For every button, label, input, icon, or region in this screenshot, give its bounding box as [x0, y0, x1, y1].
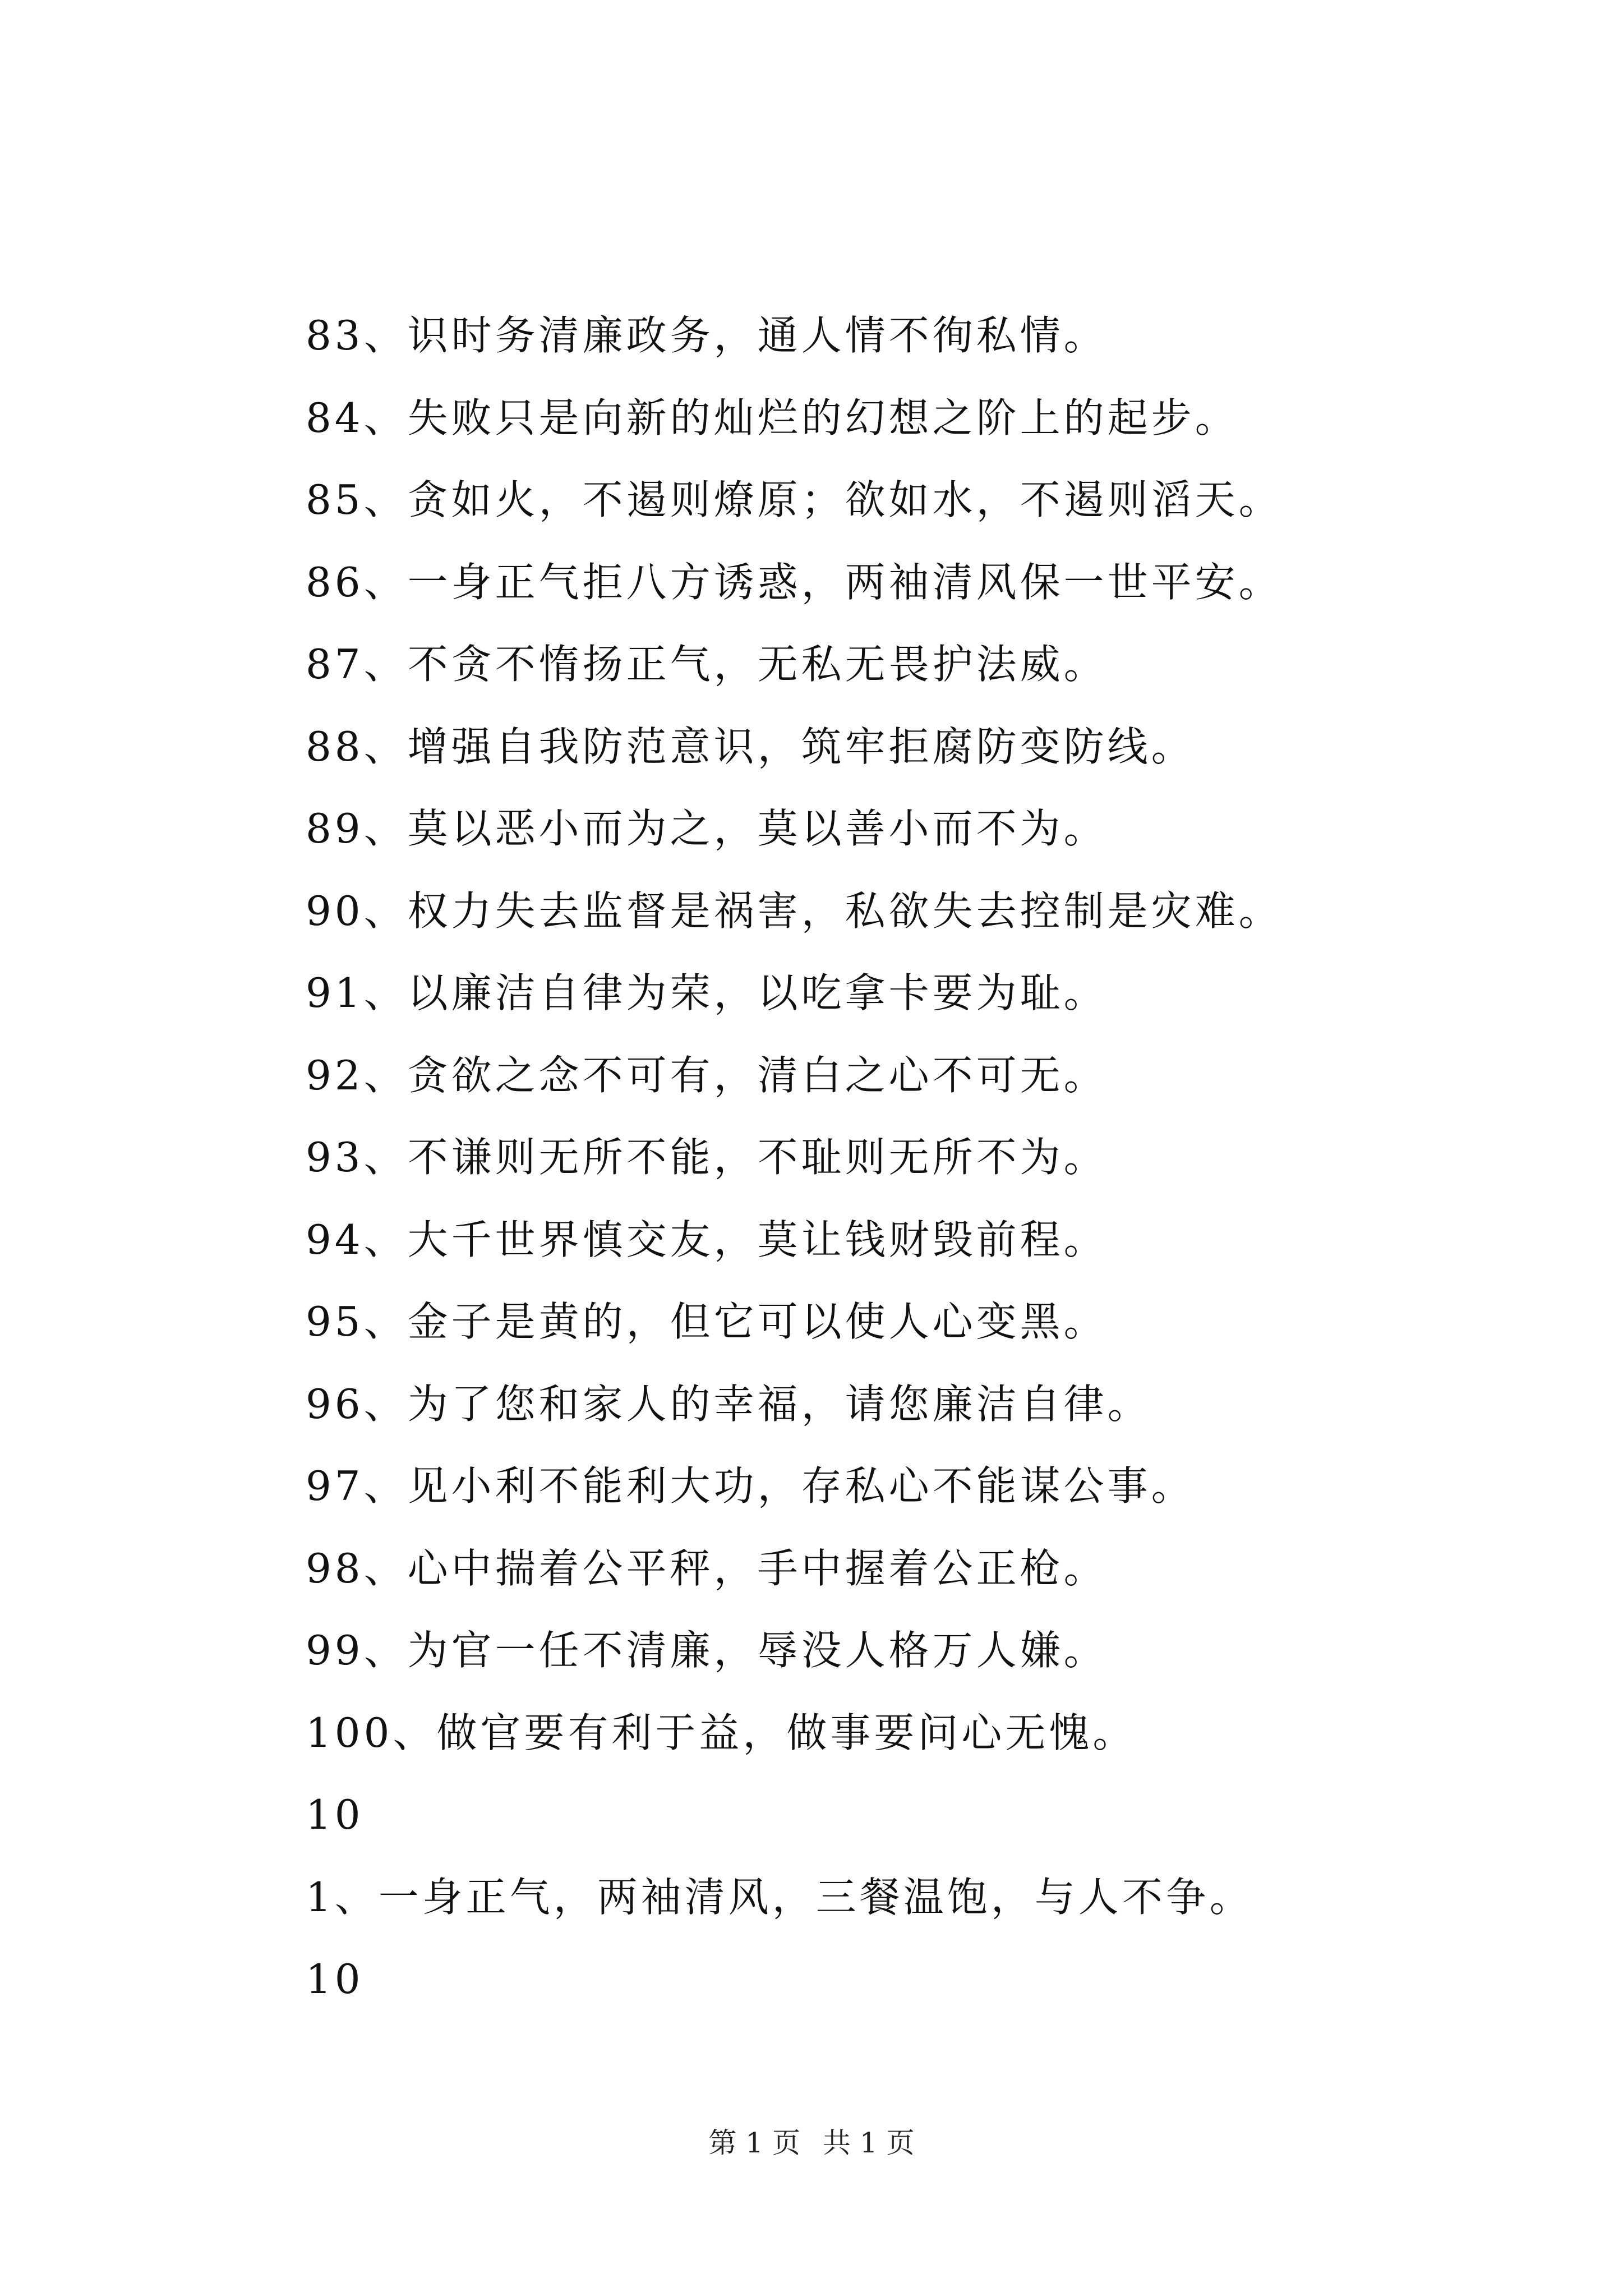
- page-number: 第 1 页: [708, 2127, 800, 2159]
- text-line: 100、做官要有利于益，做事要问心无愧。: [306, 1709, 1137, 1756]
- text-line: 87、不贪不惰扬正气，无私无畏护法威。: [306, 641, 1108, 688]
- text-line: 83、识时务清廉政务，通人情不徇私情。: [306, 312, 1108, 359]
- text-line: 96、为了您和家人的幸福，请您廉洁自律。: [306, 1380, 1151, 1428]
- text-line: 95、金子是黄的，但它可以使人心变黑。: [306, 1298, 1108, 1345]
- text-line: 90、权力失去监督是祸害，私欲失去控制是灾难。: [306, 887, 1283, 935]
- text-line: 94、大千世界慎交友，莫让钱财毁前程。: [306, 1216, 1108, 1263]
- text-line: 88、增强自我防范意识，筑牢拒腐防变防线。: [306, 723, 1195, 770]
- text-line: 10: [306, 1791, 364, 1838]
- page-footer: [0, 2123, 1623, 2162]
- text-line: 93、不谦则无所不能，不耻则无所不为。: [306, 1134, 1108, 1181]
- text-line: 92、贪欲之念不可有，清白之心不可无。: [306, 1051, 1108, 1099]
- text-line: 98、心中揣着公平秤，手中握着公正枪。: [306, 1544, 1108, 1592]
- text-line: 1、一身正气，两袖清风，三餐温饱，与人不争。: [306, 1873, 1253, 1921]
- text-line: 84、失败只是向新的灿烂的幻想之阶上的起步。: [306, 394, 1239, 441]
- text-line: 89、莫以恶小而为之，莫以善小而不为。: [306, 805, 1108, 852]
- page-total: 共 1 页: [823, 2127, 915, 2159]
- text-line: 85、贪如火，不遏则燎原；欲如水，不遏则滔天。: [306, 476, 1283, 523]
- text-lines: [306, 295, 1511, 2021]
- text-line: 99、为官一任不清廉，辱没人格万人嫌。: [306, 1627, 1108, 1674]
- text-line: 10: [306, 1955, 364, 2003]
- text-line: 86、一身正气拒八方诱惑，两袖清风保一世平安。: [306, 558, 1283, 606]
- text-line: 91、以廉洁自律为荣，以吃拿卡要为耻。: [306, 969, 1108, 1016]
- text-line: 97、见小利不能利大功，存私心不能谋公事。: [306, 1462, 1195, 1510]
